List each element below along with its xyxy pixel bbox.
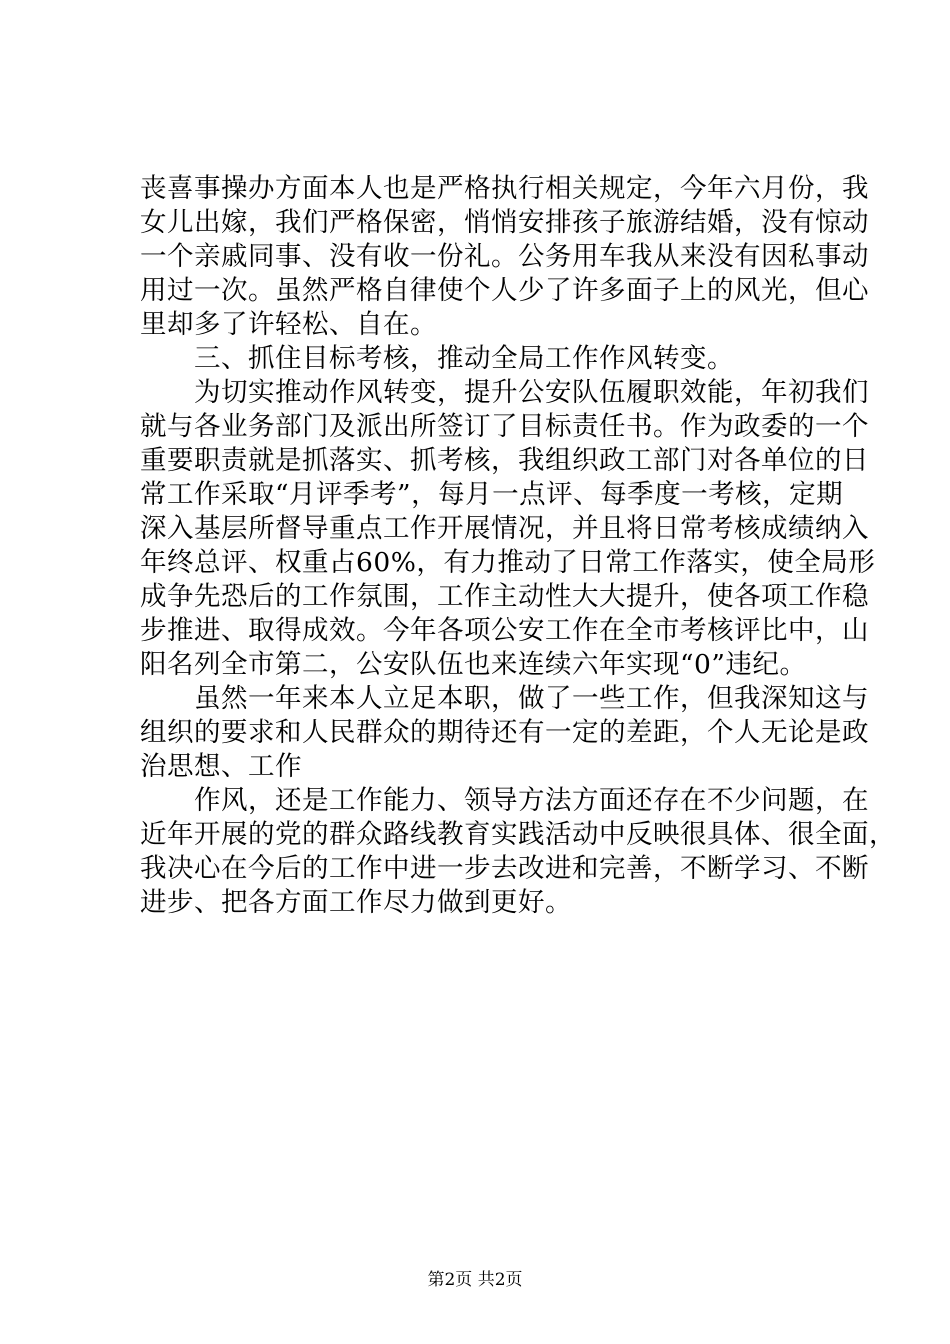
text-line: 年终总评、权重占60%，有力推动了日常工作落实，使全局形	[140, 547, 876, 578]
text-line: 治思想、工作	[140, 751, 302, 782]
text-line: 进步、把各方面工作尽力做到更好。	[140, 887, 572, 918]
text-line: 女儿出嫁，我们严格保密，悄悄安排孩子旅游结婚，没有惊动	[140, 207, 869, 238]
text-line: 一个亲戚同事、没有收一份礼。公务用车我从来没有因私事动	[140, 241, 869, 272]
page-number-footer: 第2页 共2页	[427, 1270, 523, 1290]
text-line: 我决心在今后的工作中进一步去改进和完善，不断学习、不断	[140, 853, 869, 884]
text-line: 就与各业务部门及派出所签订了目标责任书。作为政委的一个	[140, 411, 869, 442]
text-line: 丧喜事操办方面本人也是严格执行相关规定，今年六月份，我	[140, 173, 869, 204]
text-line: 阳名列全市第二，公安队伍也来连续六年实现“0”违纪。	[140, 649, 807, 680]
text-line: 近年开展的党的群众路线教育实践活动中反映很具体、很全面，	[140, 819, 896, 850]
section-heading: 三、抓住目标考核，推动全局工作作风转变。	[194, 343, 734, 374]
text-line: 虽然一年来本人立足本职，做了一些工作，但我深知这与	[194, 683, 869, 714]
text-line: 用过一次。虽然严格自律使个人少了许多面子上的风光，但心	[140, 275, 869, 306]
text-line: 里却多了许轻松、自在。	[140, 309, 437, 340]
text-line: 常工作采取“月评季考”，每月一点评、每季度一考核，定期	[140, 479, 844, 510]
text-line: 作风，还是工作能力、领导方法方面还存在不少问题，在	[194, 785, 869, 816]
text-line: 为切实推动作风转变，提升公安队伍履职效能，年初我们	[194, 377, 869, 408]
text-line: 组织的要求和人民群众的期待还有一定的差距，个人无论是政	[140, 717, 869, 748]
text-line: 成争先恐后的工作氛围，工作主动性大大提升，使各项工作稳	[140, 581, 869, 612]
text-line: 深入基层所督导重点工作开展情况，并且将日常考核成绩纳入	[140, 513, 869, 544]
document-body	[140, 172, 896, 920]
text-line: 步推进、取得成效。今年各项公安工作在全市考核评比中，山	[140, 615, 869, 646]
text-line: 重要职责就是抓落实、抓考核，我组织政工部门对各单位的日	[140, 445, 869, 476]
